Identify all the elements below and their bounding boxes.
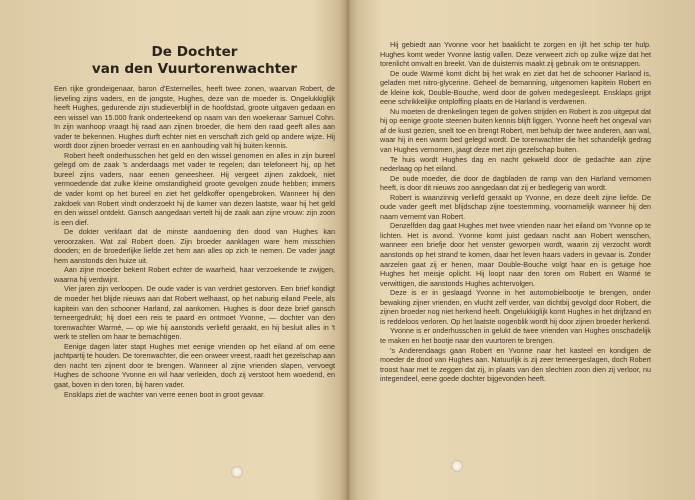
paragraph: 's Anderendaags gaan Robert en Yvonne naar het kasteel en kondigen de moeder de dood van Hughes aan. Natuurlijk is zij zeer terneergeslagen, doch Robert troost haar met te zeggen dat zij, in plaats van den slechten zoon dien zij verloor, nu integendeel, eene goede dochter bijgevonden heeft. bbox=[380, 345, 651, 384]
paragraph: De dokter verklaart dat de minste aandoening den dood van Hughes kan veroorzaken. Wat zal Robert doen. Zijn broeder aanklagen ware hem misschien dooden; en de broederlijke liefde zet hem aan alles op zich te nemen. De vader jaagt hem aanstonds den huize uit. bbox=[54, 227, 335, 265]
right-page bbox=[348, 0, 695, 500]
paragraph: Nu moeten de drenkelingen tegen de golven strijden en Robert is zoo uitgeput dat hij op eenige groote steenen buiten kennis blijft liggen. Yvonne heeft het ongeval van af de kust gezien, snelt toe en brengt Robert, met behulp der twee anderen, aan wal, waar hij in een warm bed gelegd wordt. De torenwachter die het schandelijk gedrag van Hughes vernomen, jaagt deze met zijn gezelschap buiten. bbox=[380, 106, 651, 155]
paragraph: Deze is er in geslaagd Yvonne in het automobielbootje te brengen, onder bewaking zijner vrienden, en vlucht zelf verder, van dichtbij gevolgd door Robert, die zijnen broeder nog niet herkend heeft. Ongelukkiglijk komt Hughes in het drijfzand en is reddeloos verloren. Op het laatste oogenblik wordt hij door zijnen broeder herkend. bbox=[380, 288, 651, 326]
paragraph: Robert heeft onderhusschen het geld en den wissel genomen en alles in zijn bureel gelegd om de zaak 's anderdaags met vader te regelen; dan telefoneert hij, op het bureel zijns vaders, naar eenen geneesheer. Hij vergeet zijnen zakdoek, niet vermoedende dat zulke kleine omstandigheid groote gevolgen zoude hebben; immers de vader komt op het bureel en ziet het geldkoffer opengebroken. Wanneer hij den zakdoek van Robert vindt onderzoekt hij de kamer van dezen laatste, waar hij het geld en den wissel ontdekt. Gansch aangedaan vertelt hij de zaak aan zijne vrouw: zijn zoon is een dief. bbox=[54, 150, 335, 227]
punch-hole bbox=[231, 466, 243, 478]
right-body-text bbox=[380, 40, 651, 384]
paragraph: De oude moeder, die door de dagbladen de ramp van den Harland vernomen heeft, is door dit nieuws zoo aangedaan dat zij er bedlegerig van wordt. bbox=[380, 173, 651, 193]
paragraph: Vier jaren zijn verloopen. De oude vader is van verdriet gestorven. Een brief kondigt de moeder het blijde nieuws aan dat Robert welhaast, op het naburig eiland Peele, als kapitein van den schooner Harland, zal aankomen. Hughes is door deze brief gansch terneergedrukt; hij doet een reis te paard en ontmoet Yvonne, — dochter van den torenwachter Warmé, — op wie hij aanstonds verliefd geraakt, en hij besluit alles in 't werk te stellen om haar te bemachtigen. bbox=[54, 284, 335, 342]
paragraph: Yvonne is er onderhusschen in gelukt de twee vrienden van Hughes onschadelijk te maken en het bootje naar den vuurtoren te brengen. bbox=[380, 326, 651, 345]
page-title bbox=[54, 44, 335, 78]
paragraph: Robert is waanzinnig verliefd geraakt op Yvonne, en deze deelt zijne liefde. De oude vader geeft met blijdschap zijne toestemming, voornamelijk wanneer hij den naam vernemt van Robert. bbox=[380, 192, 651, 221]
left-body-text bbox=[54, 84, 335, 399]
paragraph: Hij gebiedt aan Yvonne voor het baaklicht te zorgen en ijlt het schip ter hulp. Hughes komt weder Yvonne lastig vallen. Deze verweert zich op zulke wijze dat het torenlicht omvalt en breekt. Van de duisternis maakt zij gebruik om te ontsnappen. bbox=[380, 40, 651, 69]
paragraph: De oude Warmé komt dicht bij het wrak en ziet dat het de schooner Harland is, geladen met nitro-glycerine. Geheel de bemanning, uitgenomen kapitein Robert en de kleine kok, Double-Bouche, werd door de golven medegesleept. Ensklaps grijpt eene schrikkelijke ontploffing plaats en de Harland is verdwenen. bbox=[380, 68, 651, 107]
gutter-shadow bbox=[338, 0, 358, 500]
paragraph: Te huis wordt Hughes dag en nacht gekweld door de gedachte aan zijne nederlaag op het eiland. bbox=[380, 154, 651, 174]
title-line-2: van den Vuurtorenwachter bbox=[91, 61, 298, 77]
paragraph: Denzelfden dag gaat Hughes met twee vrienden naar het eiland om Yvonne op te lichten. Het is avond. Yvonne komt juist gedaan nacht aan Robert wenschen, wanneer een briefje door het venster geworpen wordt, waarin zij verzocht wordt aanstonds op het strand te komen, daar het leven haars vaders in gevaar is. Zonder aarzelen gaat zij er henen, maar Double-Bouche volgt haar en is getuige hoe Hughes het meisje oplicht. Hij loopt naar den toren om Robert en Warmé te verwittigen, die aanstonds Hughes achtervolgen. bbox=[380, 221, 651, 288]
paragraph: Aan zijne moeder bekent Robert echter de waarheid, haar verzoekende te zwijgen, waarna hij verdwijnt. bbox=[54, 265, 335, 284]
paragraph: Eenige dagen later stapt Hughes met eenige vrienden op het eiland af om eene jachtpartij te houden. De torenwachter, die een onweer vreest, raadt het gezelschap aan den nacht ten zijnent door te brengen. Wanneer al zijne vrienden slapen, vervoegt Hughes de schoone Yvonne en wil haar verleiden, doch zij verstoot hem woedend, en gaat, boven in den toren, bij haren vader. bbox=[54, 341, 335, 389]
paragraph: Ensklaps ziet de wachter van verre eenen boot in groot gevaar. bbox=[64, 389, 265, 399]
paragraph: Een rijke grondeigenaar, baron d'Esternelles, heeft twee zonen, waarvan Robert, de lieveling zijns vaders, en de jongste, Hughes, deze van de moeder is. Ongelukkiglijk heeft Hughes, gedurende zijn studieverblijf in de hoofdstad, groote uitgaven gedaan en een wissel van 15.000 frank onderteekend op naam van den woekeraar Samuel Cohn. In zijn wanhoop vraagt hij raad aan zijnen broeder, die hem den raad geeft alles aan vader te bekennen. Hughes durft echter niet en verschaft zich geld op andere wijze. Hij wordt door zijnen broeder verrast en en aanhouding valt hij buiten kennis. bbox=[54, 84, 335, 151]
left-page bbox=[0, 0, 347, 500]
punch-hole bbox=[451, 460, 463, 472]
title-line-1: De Dochter bbox=[151, 44, 238, 60]
